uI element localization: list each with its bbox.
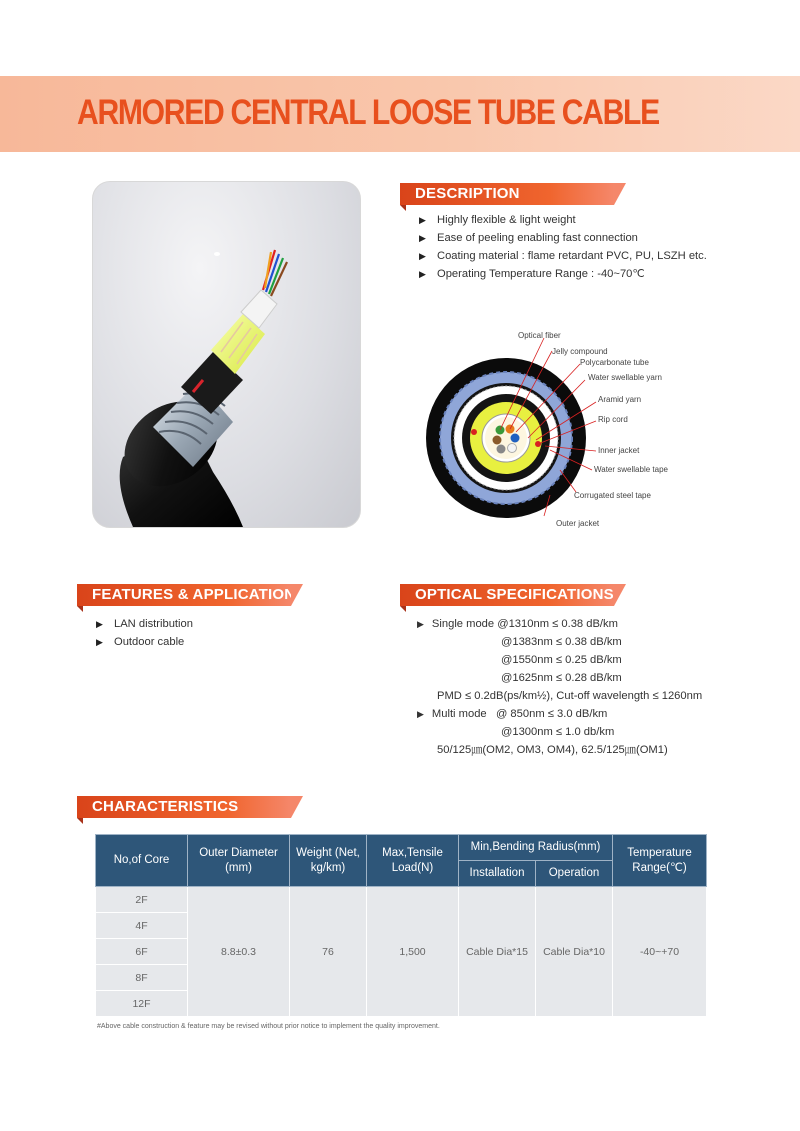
label-inner-jacket: Inner jacket [598, 446, 640, 455]
list-item [417, 229, 707, 247]
mm-1300-line: @1300nm ≤ 1.0 db/km [501, 726, 615, 738]
features-heading-label: FEATURES & APPLICATIONS [92, 586, 306, 603]
tab-notch [291, 796, 303, 818]
core-cell: 6F [96, 939, 188, 965]
core-cell: 8F [96, 965, 188, 991]
list-item-text: Outdoor cable [114, 636, 185, 648]
tensile-cell: 1,500 [367, 887, 459, 1017]
triangle-bullet-icon: ▶ [419, 269, 426, 279]
weight-cell: 76 [290, 887, 367, 1017]
multi-mode-text: Multi mode @ 850nm ≤ 3.0 dB/km [431, 708, 608, 720]
temperature-cell: -40~+70 [613, 887, 707, 1017]
label-jelly-compound: Jelly compound [552, 347, 608, 356]
header-weight: Weight (Net, kg/km) [290, 835, 367, 887]
diameter-cell: 8.8±0.3 [188, 887, 290, 1017]
header-temperature: Temperature Range(℃) [613, 835, 707, 887]
description-heading-label: DESCRIPTION [415, 185, 520, 202]
label-outer-jacket: Outer jacket [556, 519, 600, 528]
list-item [94, 633, 193, 651]
header-installation: Installation [459, 861, 536, 887]
label-corrugated-steel-tape: Corrugated steel tape [574, 491, 651, 500]
header-diameter: Outer Diameter (mm) [188, 835, 290, 887]
list-item [417, 265, 707, 283]
optical-heading-label: OPTICAL SPECIFICATIONS [415, 586, 614, 603]
triangle-bullet-icon: ▶ [419, 251, 426, 261]
sm-1550-line: @1550nm ≤ 0.25 dB/km [501, 654, 622, 666]
triangle-bullet-icon: ▶ [96, 619, 103, 629]
label-water-swellable-tape: Water swellable tape [594, 465, 668, 474]
fiber-types-line: 50/125㎛(OM2, OM3, OM4), 62.5/125㎛(OM1) [437, 744, 668, 756]
list-item [94, 615, 193, 633]
tab-notch [614, 584, 626, 606]
label-polycarbonate-tube: Polycarbonate tube [580, 358, 649, 367]
label-aramid-yarn: Aramid yarn [598, 395, 642, 404]
list-item-text: Operating Temperature Range : -40~70℃ [437, 268, 645, 280]
page-title: ARMORED CENTRAL LOOSE TUBE CABLE [77, 93, 659, 132]
header-core: No,of Core [96, 835, 188, 887]
tab-notch [291, 584, 303, 606]
installation-cell: Cable Dia*15 [459, 887, 536, 1017]
cross-section-diagram [420, 320, 680, 535]
triangle-bullet-icon: ▶ [417, 709, 424, 719]
tab-notch [614, 183, 626, 205]
core-cell: 2F [96, 887, 188, 913]
optical-heading [400, 584, 614, 606]
description-heading [400, 183, 614, 205]
header-tensile: Max,Tensile Load(N) [367, 835, 459, 887]
triangle-bullet-icon: ▶ [419, 215, 426, 225]
header-operation: Operation [536, 861, 613, 887]
list-item [417, 211, 707, 229]
core-cell: 12F [96, 991, 188, 1017]
triangle-bullet-icon: ▶ [417, 619, 424, 629]
label-water-swellable-yarn: Water swellable yarn [588, 373, 662, 382]
sm-1383-line: @1383nm ≤ 0.38 dB/km [501, 636, 622, 648]
list-item-text: Coating material : flame retardant PVC, PU, LSZH etc. [437, 250, 707, 262]
footnote: #Above cable construction & feature may be revised without prior notice to implement the quality improvement. [97, 1023, 440, 1030]
characteristics-heading [77, 796, 291, 818]
sm-1625-line: @1625nm ≤ 0.28 dB/km [501, 672, 622, 684]
characteristics-table [95, 834, 707, 1017]
optical-specs [417, 615, 702, 759]
cable-photo [92, 181, 361, 528]
table-row [96, 887, 707, 913]
label-rip-cord: Rip cord [598, 415, 628, 424]
triangle-bullet-icon: ▶ [419, 233, 426, 243]
core-cell: 4F [96, 913, 188, 939]
list-item-text: Ease of peeling enabling fast connection [437, 232, 638, 244]
characteristics-heading-label: CHARACTERISTICS [92, 798, 239, 815]
features-list [94, 615, 193, 651]
label-optical-fiber: Optical fiber [518, 331, 561, 340]
operation-cell: Cable Dia*10 [536, 887, 613, 1017]
single-mode-line [417, 615, 702, 633]
list-item-text: LAN distribution [114, 618, 193, 630]
pmd-line: PMD ≤ 0.2dB(ps/km½), Cut-off wavelength ≤ 1260nm [437, 690, 703, 702]
multi-mode-line [417, 705, 702, 723]
list-item-text: Highly flexible & light weight [437, 214, 576, 226]
list-item [417, 247, 707, 265]
header-bending: Min,Bending Radius(mm) [459, 835, 613, 861]
single-mode-text: Single mode @1310nm ≤ 0.38 dB/km [431, 618, 618, 630]
cable-illustration [93, 182, 360, 527]
triangle-bullet-icon: ▶ [96, 637, 103, 647]
description-list [417, 211, 707, 283]
features-heading [77, 584, 306, 606]
